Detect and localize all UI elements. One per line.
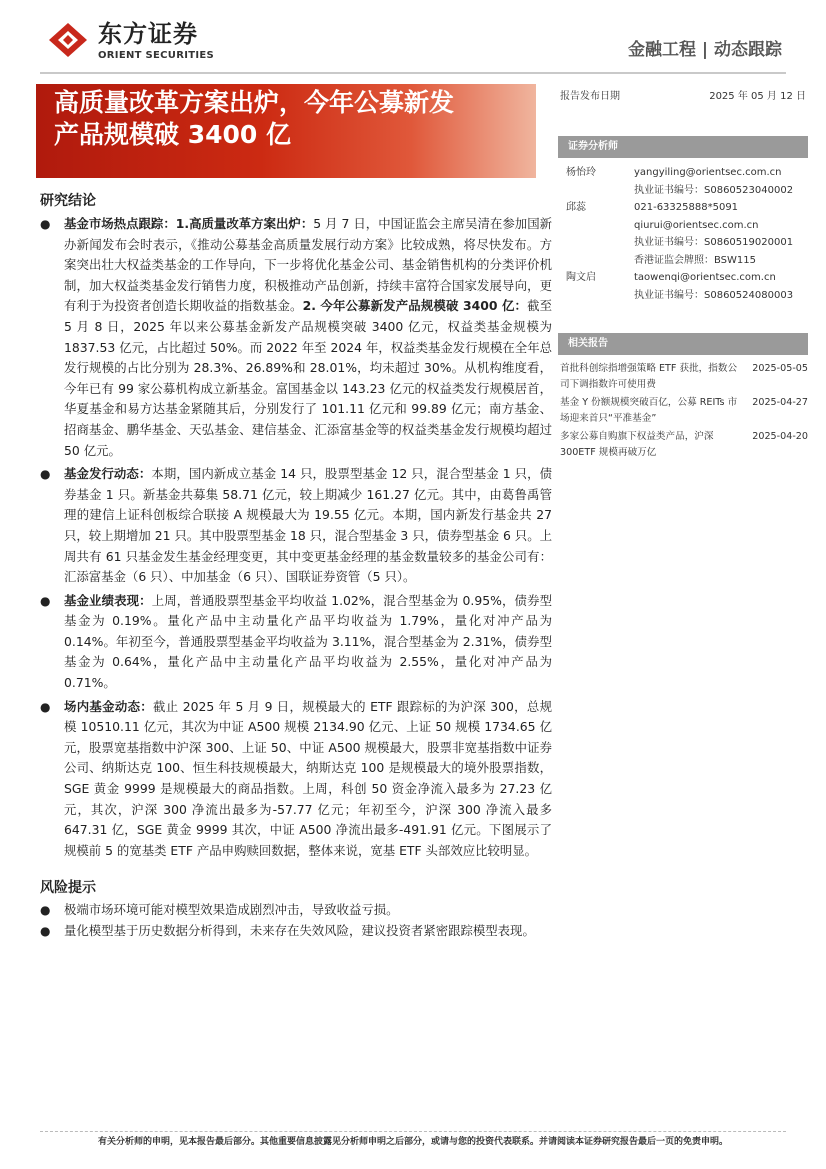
related-report-title[interactable] xyxy=(560,429,746,461)
footer-disclaimer: 有关分析师的申明，见本报告最后部分。其他重要信息披露见分析师申明之后部分，或请与您的投资代表联系。并请阅读本证券研究报告最后一页的免责申明。 xyxy=(97,1137,728,1147)
bullet-dot-icon: ● xyxy=(40,923,51,938)
analyst-info: 香港证监会牌照：BSW115 xyxy=(634,254,757,266)
bullet-dot-icon: ● xyxy=(40,699,51,714)
report-title xyxy=(54,87,524,151)
related-heading: 相关报告 xyxy=(568,338,608,349)
related-report-title-line: 300ETF 规模再破万亿 xyxy=(560,447,657,458)
risk-item xyxy=(40,900,552,921)
risk-text: 极端市场环境可能对模型效果造成剧烈冲击，导致收益亏损。 xyxy=(64,902,399,917)
analyst-list xyxy=(566,164,806,304)
conclusion-paragraph xyxy=(64,214,552,461)
conclusion-paragraph xyxy=(64,697,552,862)
related-report-item[interactable] xyxy=(560,361,808,393)
paragraph-lead: 场内基金动态： xyxy=(64,698,154,714)
related-report-date: 2025-05-05 xyxy=(752,363,808,374)
related-report-date: 2025-04-20 xyxy=(752,431,808,442)
analyst-name: 邱蕊 xyxy=(566,202,586,213)
analyst-info: 执业证书编号：S0860523040002 xyxy=(634,184,794,196)
related-report-title-line: 多家公募自购旗下权益类产品，沪深 xyxy=(560,431,714,442)
bullet-dot-icon: ● xyxy=(40,467,51,482)
related-report-title[interactable] xyxy=(560,395,746,427)
logo-english-text: ORIENT SECURITIES xyxy=(98,50,215,61)
orient-securities-logo-icon xyxy=(48,22,88,58)
report-date-value: 2025 年 05 月 12 日 xyxy=(709,91,806,102)
related-report-item[interactable] xyxy=(560,395,808,427)
conclusion-heading: 研究结论 xyxy=(40,193,96,209)
analyst-row xyxy=(566,269,806,287)
conclusion-bullet xyxy=(40,214,552,461)
analyst-row xyxy=(566,234,806,252)
footer-divider xyxy=(40,1131,786,1132)
analysts-heading: 证券分析师 xyxy=(568,141,618,152)
analyst-info: qiurui@orientsec.com.cn xyxy=(634,219,759,231)
report-title-line-1: 高质量改革方案出炉，今年公募新发 xyxy=(54,88,455,117)
related-report-title-line: 首批科创综指增强策略 ETF 获批，指数公 xyxy=(560,363,738,374)
report-date-label: 报告发布日期 xyxy=(560,91,620,102)
analyst-info: yangyiling@orientsec.com.cn xyxy=(634,167,782,178)
bullet-dot-icon: ● xyxy=(40,593,51,608)
analyst-row xyxy=(566,252,806,270)
analyst-name xyxy=(566,234,634,252)
paragraph-text: 本期，国内新成立基金 14 只，股票型基金 12 只，混合型基金 1 只，债券基金 1 只。新基金共募集 58.71 亿元，较上期减少 161.27 亿元。其中，由葛鲁禹管理的建信上证科创板综合联接 A 规模最大为 19.55 亿元。本期，国内新发行基金共 27 只，较上期增加 21 只。其中股票型基金 18 只，混合型基金 3 只，债券型基金 6 只。上周共有 61 只基金发生基金经理变更，其中变更基金经理的基金数量较多的基金公司有：汇添富基金（6 只）、中加基金（6 只）、国联证券资管（5 只）。 xyxy=(64,466,552,585)
paragraph-lead: 基金市场热点跟踪：1.高质量改革方案出炉： xyxy=(64,216,314,231)
related-report-title-line: 基金 Y 份额规模突破百亿，公募 REITs 市 xyxy=(560,397,738,408)
analyst-info: taowenqi@orientsec.com.cn xyxy=(634,272,776,283)
analyst-info: 执业证书编号：S0860519020001 xyxy=(634,237,794,248)
paragraph-lead: 基金发行动态： xyxy=(64,466,152,482)
analyst-name: 陶文启 xyxy=(566,272,596,283)
related-report-item[interactable] xyxy=(560,429,808,461)
report-title-line-2: 产品规模破 3400 亿 xyxy=(54,120,291,149)
analyst-row xyxy=(566,182,806,200)
analyst-name: 杨怡玲 xyxy=(566,167,596,178)
logo-text: 东方证券 xyxy=(98,20,198,48)
analyst-name xyxy=(566,252,634,270)
paragraph-text: 截止 2025 年 5 月 9 日，规模最大的 ETF 跟踪标的为沪深 300，总规模 10510.11 亿元，其次为中证 A500 规模 2134.90 亿元、上证 50 规模 1734.65 亿元，股票宽基指数中沪深 300、上证 50、中证 A500 规模最大，股票非宽基指数中证券公司、纳斯达克 100、恒生科技规模最大，纳斯达克 100 是规模最大的境外股票指数，SGE 黄金 9999 是规模最大的商品指数。上周，科创 50 资金净流入最多为 27.23 亿元，其次，沪深 300 净流出最多为-57.77 亿元；年初至今，沪深 300 净流入最多 647.31 亿，SGE 黄金 9999 其次，中证 A500 净流出最多-491.91 亿元。下图展示了规模前 5 的宽基类 ETF 产品申购赎回数据，整体来说，宽基 ETF 头部效应比较明显。 xyxy=(64,698,552,858)
analyst-row xyxy=(566,287,806,305)
conclusion-paragraph xyxy=(64,464,552,588)
paragraph-text: 上周，普通股票型基金平均收益 1.02%，混合型基金为 0.95%，债券型基金为 0.19%。量化产品中主动量化产品平均收益为 1.79%，量化对冲产品为 0.14%。年初至今，普通股票型基金平均收益为 3.11%，混合型基金为 2.31%，债券型基金为 0.64%，量化产品中主动量化产品平均收益为 2.55%，量化对冲产品为 0.71%。 xyxy=(64,592,552,691)
conclusion-bullet xyxy=(40,591,552,694)
related-report-title-line: 司下调指数许可使用费 xyxy=(560,379,656,390)
analyst-info: 021-63325888*5091 xyxy=(634,202,739,213)
bullet-dot-icon: ● xyxy=(40,903,51,917)
conclusion-bullet xyxy=(40,697,552,862)
conclusion-paragraph xyxy=(64,591,552,694)
paragraph-lead: 基金业绩表现： xyxy=(64,592,152,608)
analyst-info: 执业证书编号：S0860524080003 xyxy=(634,289,794,301)
related-report-title-line: 场迎来首只“平准基金” xyxy=(560,413,657,424)
related-report-title[interactable] xyxy=(560,361,746,393)
conclusion-bullet xyxy=(40,464,552,588)
analyst-name xyxy=(566,287,634,305)
paragraph-text: 5 月 7 日，中国证监会主席吴清在参加国新办新闻发布会时表示，《推动公募基金高质量发展行动方案》比较成熟，将尽快发布。方案突出壮大权益类基金的工作导向，下一步将优化基金公司、基金销售机构的分类评价机制，加大权益类基金发行销售力度，积极推动产品创新，持续丰富符合国家发展导向，更有利于为投资者创造长期收益的指数基金。 xyxy=(64,216,552,314)
paragraph-lead: 2. 今年公募新发产品规模破 3400 亿： xyxy=(302,298,528,314)
analyst-name xyxy=(566,217,634,235)
risk-heading: 风险提示 xyxy=(40,880,96,896)
bullet-dot-icon: ● xyxy=(40,217,51,231)
risk-item xyxy=(40,921,552,942)
paragraph-text: 截至 5 月 8 日，2025 年以来公募基金新发产品规模突破 3400 亿元，权益类基金规模为 1837.53 亿元，占比超过 50%。而 2022 年至 2024 年，权益类基金发行规模在全年总发行规模的占比分别为 28.3%、26.89%和 28.01%，均未超过 30%。从机构维度看，今年已有 99 家公募机构成立新基金。富国基金以 143.23 亿元的权益类发行规模居首，华夏基金和易方达基金紧随其后，分别发行了 101.11 亿元和 99.89 亿元；南方基金、招商基金、鹏华基金、天弘基金、建信基金、汇添富基金等的权益类基金发行规模均超过 50 亿元。 xyxy=(64,298,553,458)
related-list xyxy=(560,361,808,461)
risk-text: 量化模型基于历史数据分析得到，未来存在失效风险，建议投资者紧密跟踪模型表现。 xyxy=(64,922,535,938)
risk-list xyxy=(40,900,552,941)
analyst-name xyxy=(566,182,634,200)
conclusion-body xyxy=(40,214,552,861)
related-report-date: 2025-04-27 xyxy=(752,397,808,408)
analyst-row xyxy=(566,199,806,217)
header-divider xyxy=(40,72,786,74)
analyst-row xyxy=(566,164,806,182)
report-type: 金融工程 | 动态跟踪 xyxy=(627,40,782,60)
analyst-row xyxy=(566,217,806,235)
